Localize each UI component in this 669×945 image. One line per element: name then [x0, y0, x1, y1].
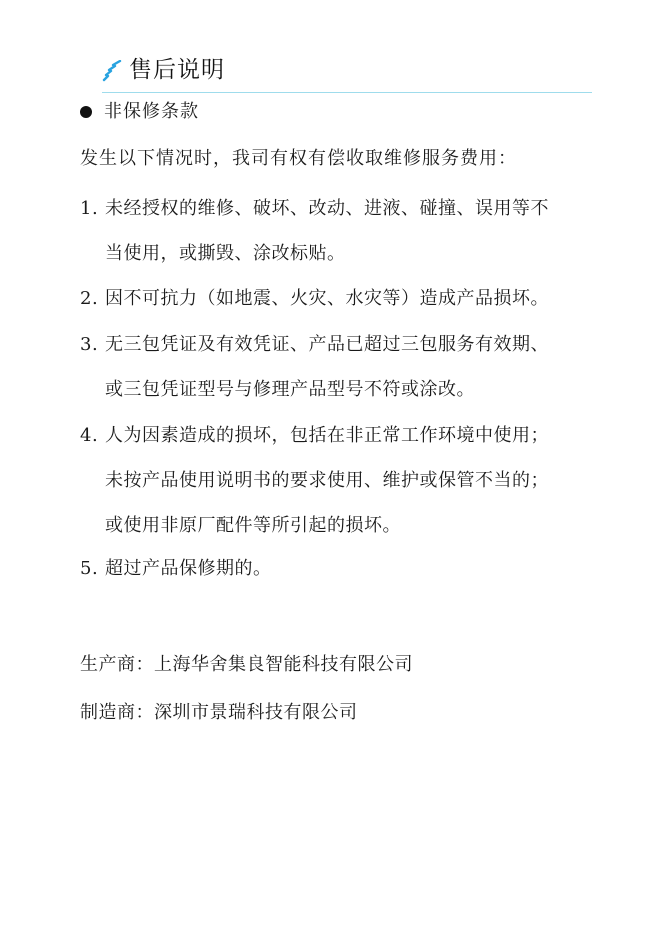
item-text: 未按产品使用说明书的要求使用、维护或保管不当的； [105, 470, 549, 491]
section-heading [80, 99, 199, 125]
item-text: 因不可抗力（如地震、火灾、水灾等）造成产品损坏。 [105, 288, 549, 309]
producer-info: 生产商：上海华舍集良智能科技有限公司 [80, 654, 413, 675]
list-item-5 [80, 556, 600, 601]
page-title: 售后说明 [129, 57, 225, 83]
item-text: 超过产品保修期的。 [105, 558, 272, 579]
item-text: 无三包凭证及有效凭证、产品已超过三包服务有效期、 [105, 334, 549, 355]
item-number: 2. [80, 288, 99, 309]
item-text: 或三包凭证型号与修理产品型号不符或涂改。 [105, 379, 475, 400]
item-text: 或使用非原厂配件等所引起的损坏。 [105, 515, 401, 536]
intro-text: 发生以下情况时，我司有权有偿收取维修服务费用： [80, 148, 517, 169]
item-number: 4. [80, 425, 99, 446]
item-number: 1. [80, 198, 99, 219]
signal-zigzag-icon [102, 60, 124, 82]
list-item-1 [80, 196, 600, 286]
item-text: 未经授权的维修、破坏、改动、进液、碰撞、误用等不 [105, 198, 549, 219]
list-item-2 [80, 286, 600, 331]
page-header [102, 52, 592, 93]
bullet-dot-icon [80, 106, 92, 118]
manufacturer-info: 制造商：深圳市景瑞科技有限公司 [80, 702, 358, 723]
list-item-3 [80, 332, 600, 422]
section-title: 非保修条款 [104, 101, 199, 122]
item-text: 当使用，或撕毁、涂改标贴。 [105, 243, 346, 264]
item-text: 人为因素造成的损坏，包括在非正常工作环境中使用； [105, 425, 549, 446]
item-number: 3. [80, 334, 99, 355]
item-number: 5. [80, 558, 99, 579]
list-item-4 [80, 423, 600, 558]
